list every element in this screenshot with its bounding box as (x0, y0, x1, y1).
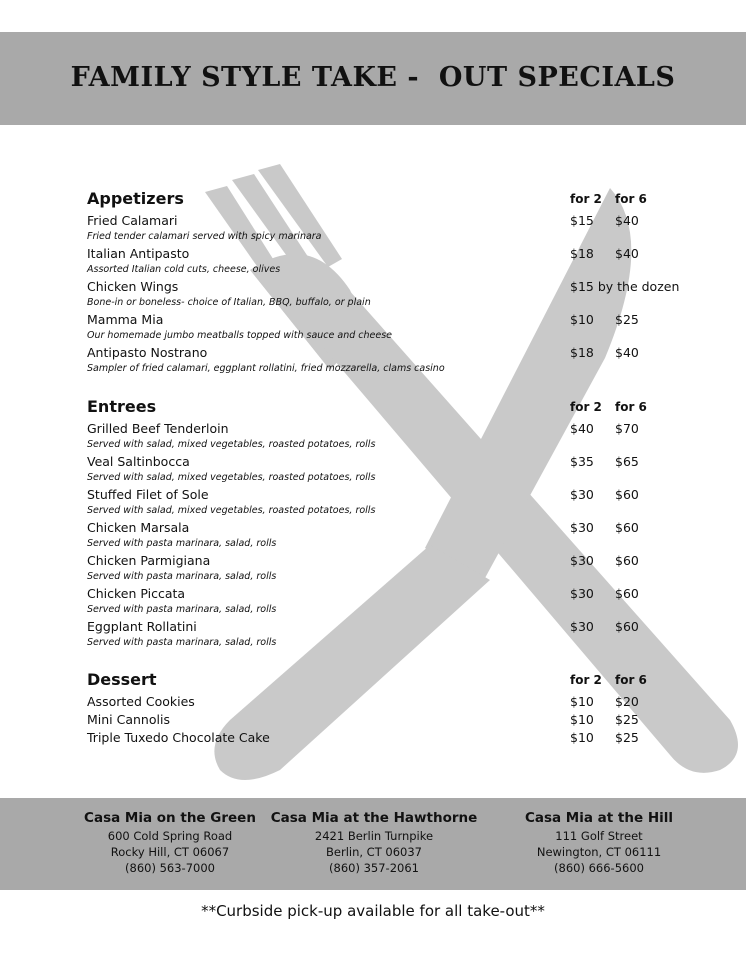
location-phone: (860) 563-7000 (125, 861, 215, 875)
price-for-6: $60 (615, 586, 639, 601)
price-for-6: $25 (615, 730, 639, 745)
location-name: Casa Mia on the Green (84, 810, 256, 826)
price-for-2: $30 (570, 553, 594, 568)
item-name: Chicken Marsala (87, 520, 190, 535)
menu-item (87, 694, 687, 712)
item-description: Served with salad, mixed vegetables, roasted potatoes, rolls (87, 439, 376, 450)
item-description: Sampler of fried calamari, eggplant rollatini, fried mozzarella, clams casino (87, 363, 445, 374)
location-street: 600 Cold Spring Road (107, 829, 233, 843)
item-name: Chicken Wings (87, 279, 179, 294)
location-phone: (860) 666-5600 (554, 861, 644, 875)
header-banner (0, 32, 746, 125)
section-header (87, 189, 687, 213)
item-description: Our homemade jumbo meatballs topped with sauce and cheese (87, 330, 393, 341)
item-description: Served with pasta marinara, salad, rolls (87, 571, 277, 582)
price-for-2: $40 (570, 421, 594, 436)
menu-item (87, 712, 687, 730)
section-title: Dessert (87, 670, 157, 689)
price-for-6: $20 (615, 694, 639, 709)
menu-item (87, 213, 687, 246)
price-for-2: $10 (570, 730, 594, 745)
item-name: Triple Tuxedo Chocolate Cake (87, 730, 270, 745)
menu-item (87, 586, 687, 619)
price-for-2: $30 (570, 619, 594, 634)
item-name: Chicken Parmigiana (87, 553, 211, 568)
item-description: Served with salad, mixed vegetables, roasted potatoes, rolls (87, 472, 376, 483)
price-for-6: $60 (615, 520, 639, 535)
price-for-6: $60 (615, 619, 639, 634)
price-for-2: $30 (570, 487, 594, 502)
menu-item (87, 421, 687, 454)
locations-footer (0, 798, 746, 890)
price-for-2: $30 (570, 586, 594, 601)
menu-item (87, 279, 687, 312)
location-hawthorne (259, 810, 489, 876)
price-for-6: $40 (615, 345, 639, 360)
item-name: Chicken Piccata (87, 586, 186, 601)
location-name: Casa Mia at the Hawthorne (270, 810, 478, 826)
location-green (55, 810, 285, 876)
location-phone: (860) 357-2061 (329, 861, 419, 875)
price-for-6: $70 (615, 421, 639, 436)
location-city: Rocky Hill, CT 06067 (110, 845, 230, 859)
location-street: 2421 Berlin Turnpike (314, 829, 434, 843)
location-city: Newington, CT 06111 (536, 845, 662, 859)
price-for-6: $25 (615, 312, 639, 327)
curbside-note: **Curbside pick-up available for all take-out** (201, 902, 545, 920)
item-description: Served with pasta marinara, salad, rolls (87, 604, 277, 615)
price-for-6: $40 (615, 213, 639, 228)
price-for-2: $10 (570, 694, 594, 709)
section-header (87, 670, 687, 694)
item-name: Fried Calamari (87, 213, 178, 228)
section-title: Entrees (87, 397, 157, 416)
column-for-2: for 2 (570, 192, 602, 206)
page-title: FAMILY STYLE TAKE - OUT SPECIALS (70, 62, 676, 93)
location-hill (484, 810, 714, 876)
price-for-2: $18 (570, 345, 594, 360)
menu-item (87, 312, 687, 345)
item-description: Served with pasta marinara, salad, rolls (87, 538, 277, 549)
menu-section-dessert (87, 670, 687, 748)
location-city: Berlin, CT 06037 (326, 845, 422, 859)
price-for-6: $60 (615, 487, 639, 502)
menu-item (87, 730, 687, 748)
menu-section-appetizers (87, 189, 687, 378)
price-for-6: $25 (615, 712, 639, 727)
item-description: Served with salad, mixed vegetables, roasted potatoes, rolls (87, 505, 376, 516)
price-for-6: $40 (615, 246, 639, 261)
price-for-2: $18 (570, 246, 594, 261)
location-name: Casa Mia at the Hill (524, 810, 674, 826)
section-header (87, 397, 687, 421)
menu-item (87, 487, 687, 520)
section-title: Appetizers (87, 189, 184, 208)
price-for-2: $15 (570, 213, 594, 228)
item-name: Antipasto Nostrano (87, 345, 208, 360)
item-name: Assorted Cookies (87, 694, 195, 709)
column-for-2: for 2 (570, 400, 602, 414)
menu-item (87, 345, 687, 378)
item-name: Italian Antipasto (87, 246, 190, 261)
item-price: $15 by the dozen (570, 279, 680, 294)
menu-item (87, 520, 687, 553)
item-name: Grilled Beef Tenderloin (87, 421, 229, 436)
price-for-6: $60 (615, 553, 639, 568)
price-for-6: $65 (615, 454, 639, 469)
column-for-6: for 6 (615, 400, 647, 414)
price-for-2: $30 (570, 520, 594, 535)
menu-item (87, 619, 687, 652)
price-for-2: $10 (570, 712, 594, 727)
menu-section-entrees (87, 397, 687, 652)
item-description: Served with pasta marinara, salad, rolls (87, 637, 277, 648)
menu-item (87, 553, 687, 586)
menu-item (87, 246, 687, 279)
location-street: 111 Golf Street (555, 829, 643, 843)
price-for-2: $35 (570, 454, 594, 469)
item-name: Veal Saltinbocca (87, 454, 190, 469)
column-for-2: for 2 (570, 673, 602, 687)
price-for-2: $10 (570, 312, 594, 327)
item-name: Mamma Mia (87, 312, 164, 327)
column-for-6: for 6 (615, 673, 647, 687)
item-description: Bone-in or boneless- choice of Italian, BBQ, buffalo, or plain (87, 297, 371, 308)
item-description: Fried tender calamari served with spicy marinara (87, 231, 322, 242)
item-name: Stuffed Filet of Sole (87, 487, 209, 502)
item-name: Eggplant Rollatini (87, 619, 197, 634)
column-for-6: for 6 (615, 192, 647, 206)
item-name: Mini Cannolis (87, 712, 170, 727)
item-description: Assorted Italian cold cuts, cheese, olives (87, 264, 281, 275)
menu-item (87, 454, 687, 487)
